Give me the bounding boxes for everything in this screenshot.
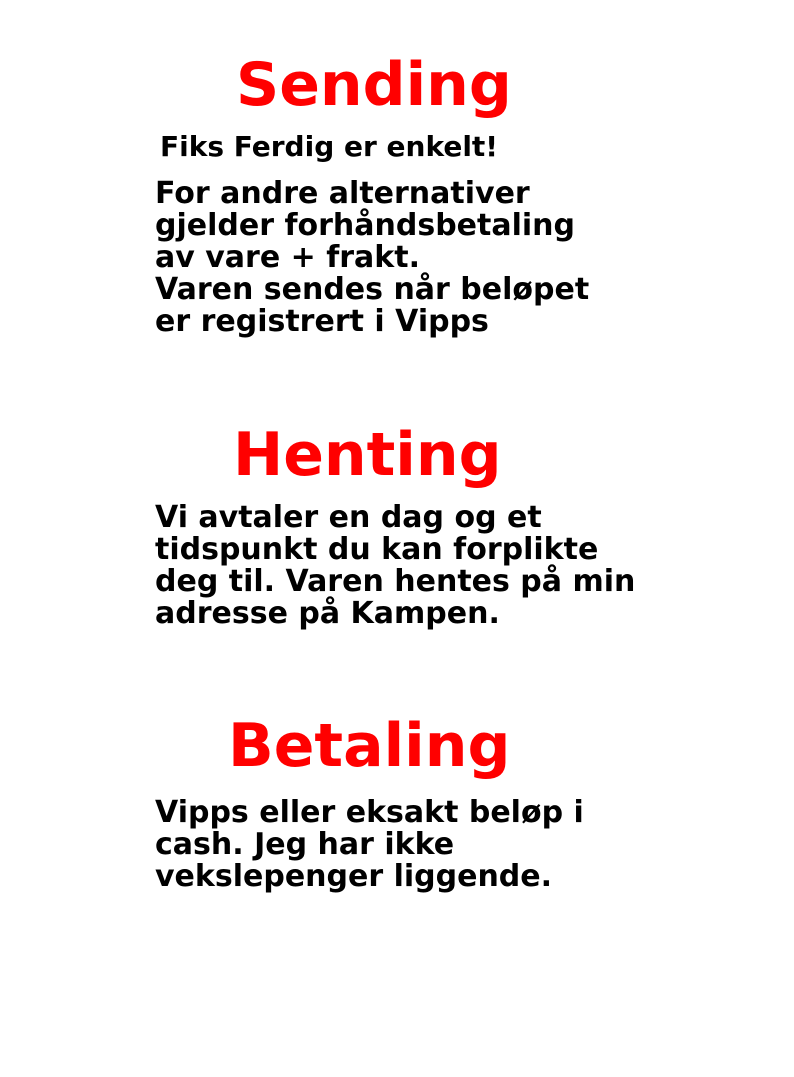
henting-line: Vi avtaler en dag og et bbox=[155, 500, 542, 535]
henting-paragraph bbox=[155, 502, 635, 630]
sending-line: er registrert i Vipps bbox=[155, 304, 489, 339]
sending-line: Varen sendes når beløpet bbox=[155, 272, 590, 307]
henting-line: deg til. Varen hentes på min bbox=[155, 564, 636, 599]
sending-heading: Sending bbox=[236, 50, 512, 120]
betaling-line: vekslepenger liggende. bbox=[155, 859, 553, 894]
sending-subheading: Fiks Ferdig er enkelt! bbox=[160, 130, 499, 163]
sending-paragraph bbox=[155, 178, 589, 338]
betaling-paragraph bbox=[155, 797, 584, 893]
sending-line: gjelder forhåndsbetaling bbox=[155, 208, 575, 243]
henting-line: tidspunkt du kan forplikte bbox=[155, 532, 599, 567]
betaling-line: cash. Jeg har ikke bbox=[155, 827, 455, 862]
betaling-heading: Betaling bbox=[228, 711, 511, 781]
henting-line: adresse på Kampen. bbox=[155, 596, 500, 631]
henting-heading: Henting bbox=[233, 420, 502, 490]
sending-line: For andre alternativer bbox=[155, 176, 530, 211]
sending-line: av vare + frakt. bbox=[155, 240, 420, 275]
betaling-line: Vipps eller eksakt beløp i bbox=[155, 795, 584, 830]
